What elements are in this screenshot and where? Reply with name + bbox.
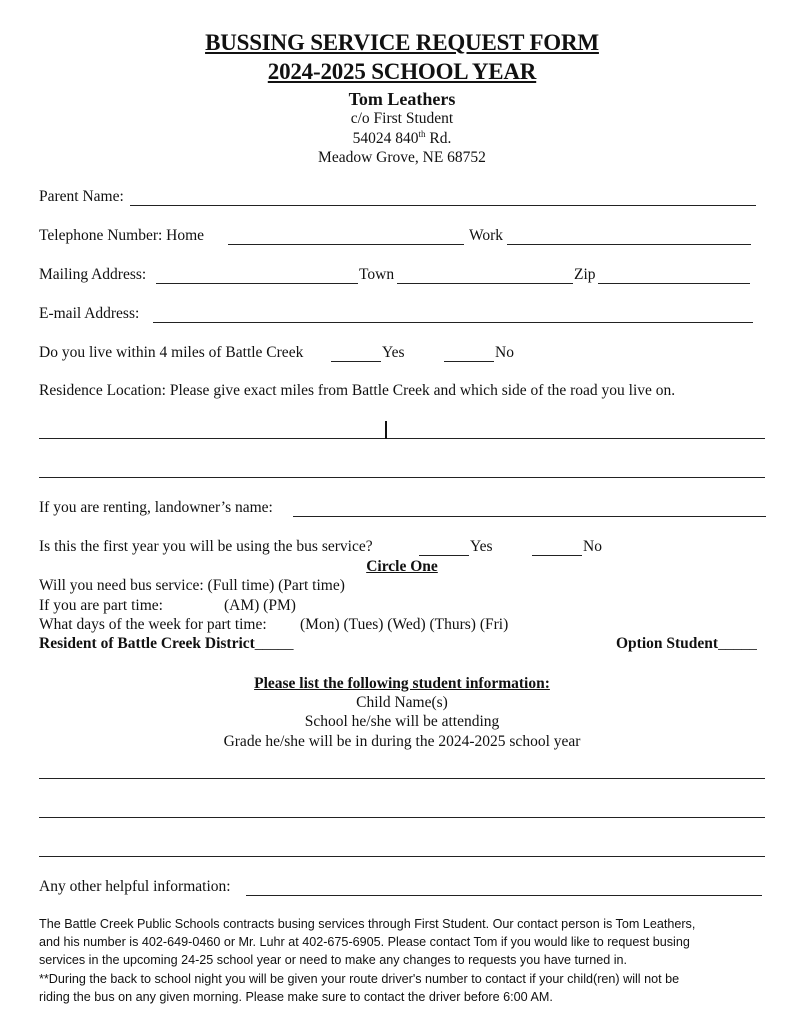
within-4-miles-label: Do you live within 4 miles of Battle Creek <box>39 344 304 361</box>
footer-para2-line2: riding the bus on any given morning. Please make sure to contact the driver before 6:00 AM. <box>39 989 553 1004</box>
footer-para1-line2: and his number is 402-649-0460 or Mr. Luhr at 402-675-6905. Please contact Tom if you would like to request busing <box>39 935 690 950</box>
circle-one-heading: Circle One <box>366 558 438 575</box>
first-year-yes-field[interactable] <box>419 555 469 556</box>
days-question: What days of the week for part time: <box>39 616 267 633</box>
footer-para2-line1: **During the back to school night you will be given your route driver's number to contact if your child(ren) will not be <box>39 971 680 986</box>
street-ordinal: th <box>418 129 426 139</box>
town-field[interactable] <box>397 283 573 284</box>
telephone-work-label: Work <box>469 227 504 244</box>
first-year-yes-label: Yes <box>470 538 493 555</box>
street-number: 54024 840 <box>352 130 419 148</box>
option-student-blank: _____ <box>718 635 757 652</box>
telephone-home-field[interactable] <box>228 244 464 245</box>
telephone-work-field[interactable] <box>507 244 751 245</box>
resident-district-blank: _____ <box>254 635 294 652</box>
student-info-line-2[interactable] <box>39 817 765 818</box>
school-year-title: 2024-2025 SCHOOL YEAR <box>267 59 537 84</box>
resident-district-label: Resident of Battle Creek District <box>39 635 255 652</box>
other-info-field[interactable] <box>246 895 762 896</box>
within-4-miles-yes-label: Yes <box>382 344 405 361</box>
within-4-miles-yes-field[interactable] <box>331 361 381 362</box>
renting-label: If you are renting, landowner’s name: <box>39 499 273 516</box>
first-year-no-field[interactable] <box>532 555 582 556</box>
within-4-miles-no-field[interactable] <box>444 361 494 362</box>
zip-field[interactable] <box>598 283 750 284</box>
footer-para1-line3: services in the upcoming 24-25 school year or need to make any changes to requests you have turned in. <box>39 953 628 968</box>
part-time-options[interactable]: (AM) (PM) <box>224 597 296 614</box>
student-info-school: School he/she will be attending <box>304 713 500 730</box>
telephone-label: Telephone Number: Home <box>39 227 205 244</box>
footer-notes <box>39 915 695 1006</box>
parent-name-field[interactable] <box>130 205 756 206</box>
email-label: E-mail Address: <box>39 305 140 322</box>
student-info-child-names: Child Name(s) <box>356 694 448 711</box>
street-suffix: Rd. <box>425 130 452 148</box>
option-student[interactable] <box>616 635 757 653</box>
part-time-question: If you are part time: <box>39 597 163 614</box>
bus-service-question[interactable]: Will you need bus service: (Full time) (Part time) <box>39 577 345 594</box>
mailing-address-label: Mailing Address: <box>39 266 147 283</box>
first-year-no-label: No <box>583 538 602 555</box>
student-info-line-3[interactable] <box>39 856 765 857</box>
days-options[interactable]: (Mon) (Tues) (Wed) (Thurs) (Fri) <box>300 616 509 633</box>
parent-name-label: Parent Name: <box>39 188 124 205</box>
option-student-label: Option Student <box>616 635 719 652</box>
student-info-grade: Grade he/she will be in during the 2024-2025 school year <box>223 733 581 750</box>
student-info-line-1[interactable] <box>39 778 765 779</box>
residence-location-line-2[interactable] <box>39 477 765 478</box>
email-field[interactable] <box>153 322 753 323</box>
first-year-label: Is this the first year you will be using the bus service? <box>39 538 373 555</box>
residence-location-line-1[interactable] <box>39 438 765 439</box>
town-label: Town <box>359 266 395 283</box>
residence-location-label: Residence Location: Please give exact miles from Battle Creek and which side of the road you live on. <box>39 382 676 399</box>
landowner-name-field[interactable] <box>293 516 766 517</box>
zip-label: Zip <box>574 266 596 283</box>
student-info-heading: Please list the following student information: <box>254 675 550 692</box>
form-title: BUSSING SERVICE REQUEST FORM <box>205 30 599 55</box>
contact-city: Meadow Grove, NE 68752 <box>318 149 486 166</box>
contact-name: Tom Leathers <box>348 89 456 109</box>
contact-care-of: c/o First Student <box>350 110 454 127</box>
within-4-miles-no-label: No <box>495 344 514 361</box>
resident-district[interactable] <box>39 635 294 653</box>
contact-street <box>0 129 804 148</box>
other-info-label: Any other helpful information: <box>39 878 231 895</box>
mailing-address-field[interactable] <box>156 283 358 284</box>
footer-para1-line1: The Battle Creek Public Schools contracts busing services through First Student. Our contact person is Tom Leathers, <box>39 917 696 931</box>
text-cursor <box>385 421 387 439</box>
